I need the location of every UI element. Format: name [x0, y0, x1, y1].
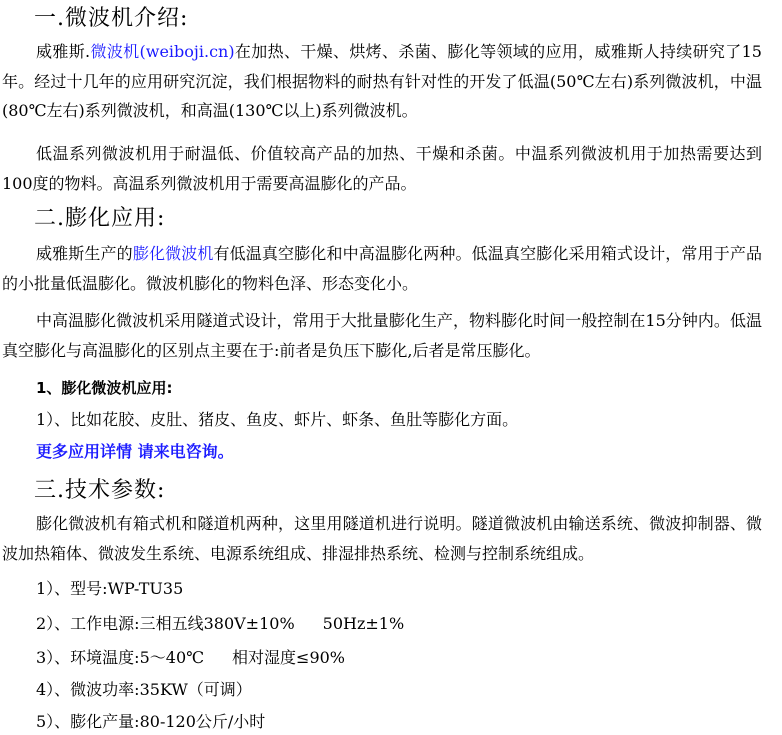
section1-heading: 一.微波机介绍:: [34, 6, 189, 31]
param-value: 三相五线380V±10%: [139, 614, 295, 633]
application-subheading: 1、膨化微波机应用:: [36, 379, 173, 397]
param-label: 3）、环境温度:: [36, 648, 140, 667]
param-row: [36, 613, 404, 635]
param-label: 2）、工作电源:: [36, 614, 140, 633]
param-row: [36, 679, 252, 701]
section1-p1-body: 在加热、干燥、烘烤、杀菌、膨化等领域的应用，威雅斯人持续研究了15年。经过十几年的应用研究沉淀，我们根据物料的耐热有针对性的开发了低温(50℃左右)系列微波机，中温(80℃左右)系列微波机，和高温(130℃以上)系列微波机。: [2, 42, 762, 120]
more-details-link[interactable]: 更多应用详情 请来电咨询。: [36, 442, 234, 461]
param-value: 80-120公斤/小时: [139, 712, 266, 731]
section2-p1-lead: 威雅斯生产的: [36, 244, 133, 263]
section2-heading: 二.膨化应用:: [34, 206, 166, 231]
weiboji-link[interactable]: 微波机(weiboji.cn): [90, 42, 235, 61]
section2-paragraph-1: [2, 239, 762, 298]
param-row: [36, 578, 183, 600]
section1-paragraph-1: [2, 37, 762, 126]
param-label: 1）、型号:: [36, 579, 108, 598]
param-value: 5～40℃: [139, 648, 205, 667]
section3-heading: 三.技术参数:: [34, 478, 166, 503]
section2-p1-body: 有低温真空膨化和中高温膨化两种。低温真空膨化采用箱式设计，常用于产品的小批量低温膨化。微波机膨化的物料色泽、形态变化小。: [2, 244, 762, 293]
param-value: WP-TU35: [107, 579, 184, 598]
section2-paragraph-2: 中高温膨化微波机采用隧道式设计，常用于大批量膨化生产，物料膨化时间一般控制在15分钟内。低温真空膨化与高温膨化的区别点主要在于:前者是负压下膨化,后者是常压膨化。: [2, 311, 762, 360]
param-label: 4）、微波功率:: [36, 680, 140, 699]
param-row: [36, 647, 345, 669]
section1-paragraph-2: 低温系列微波机用于耐温低、价值较高产品的加热、干燥和杀菌。中温系列微波机用于加热需要达到100度的物料。高温系列微波机用于需要高温膨化的产品。: [2, 144, 762, 193]
param-extra: 相对湿度≤90%: [232, 648, 346, 667]
param-extra: 50Hz±1%: [322, 614, 405, 633]
param-row: [36, 711, 265, 733]
section3-paragraph-1: 膨化微波机有箱式机和隧道机两种，这里用隧道机进行说明。隧道微波机由输送系统、微波抑制器、微波加热箱体、微波发生系统、电源系统组成、排湿排热系统、检测与控制系统组成。: [2, 514, 762, 563]
param-label: 5）、膨化产量:: [36, 712, 140, 731]
application-item-1: 1）、比如花胶、皮肚、猪皮、鱼皮、虾片、虾条、鱼肚等膨化方面。: [36, 410, 519, 429]
param-value: 35KW（可调）: [139, 680, 252, 699]
section1-p1-lead: 威雅斯.: [36, 42, 91, 61]
puffing-microwave-link[interactable]: 膨化微波机: [132, 244, 214, 263]
